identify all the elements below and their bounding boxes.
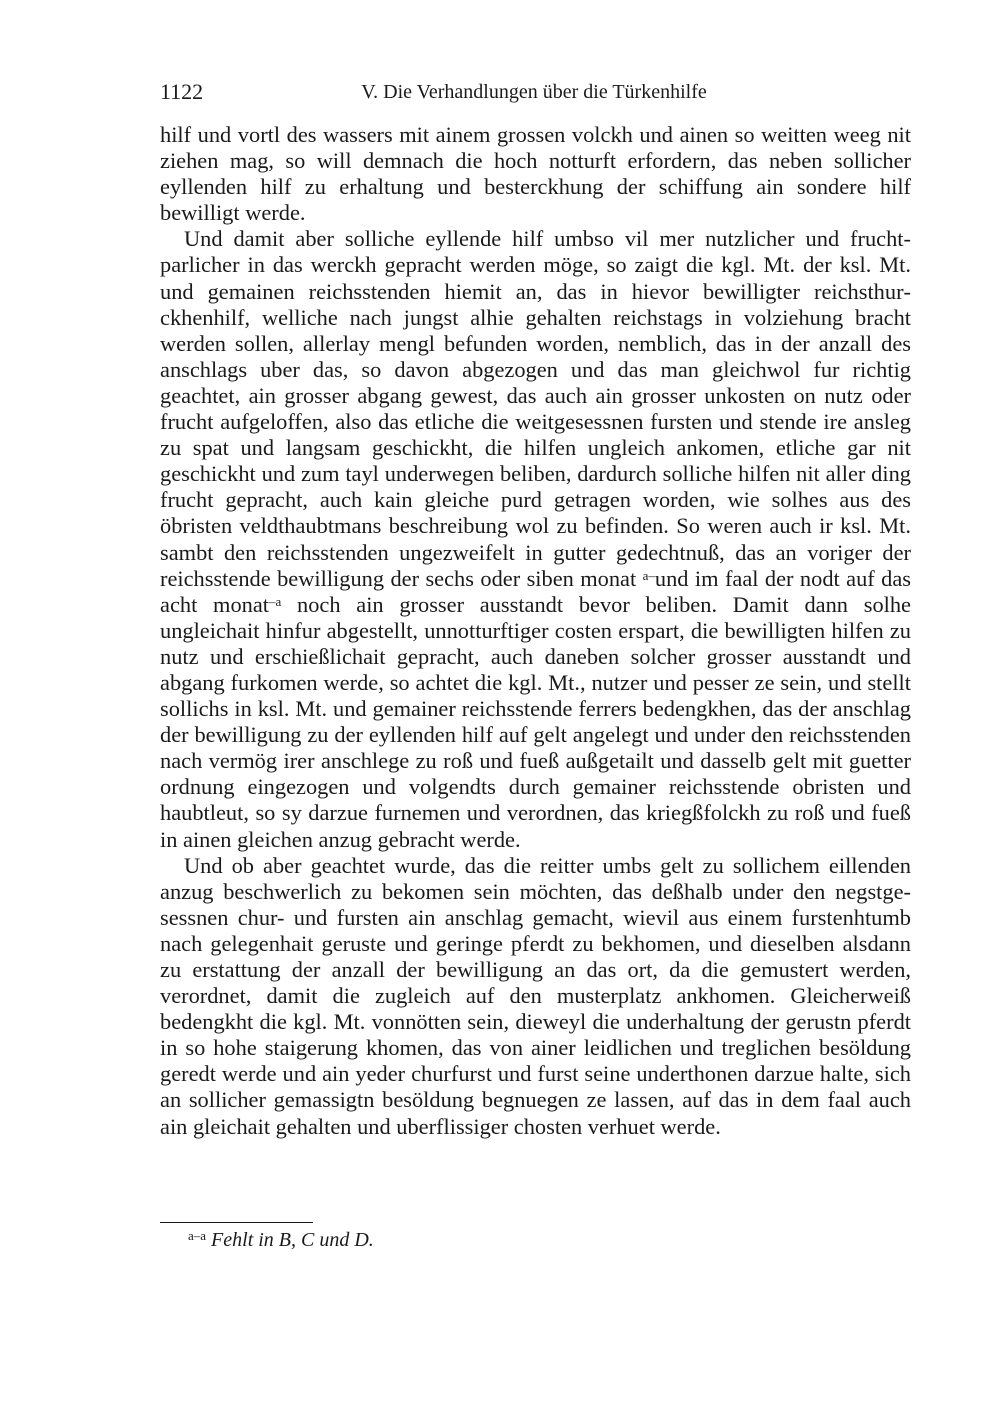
body-text: [160, 122, 911, 1140]
paragraph-2-text-end: noch ain grosser ausstandt bevor beliben. Damit dann solhe ungleichait hinfur abgestellt, unnotturftiger costen erspart, die bewilligten hilfen zu nutz und erschießlichait gepracht, auch daneben solcher grosser ausstandt und abgang furkomen werde, so achtet die kgl. Mt., nutzer und pesser ze sein, und stellt sollichs in ksl. Mt. und gemainer reichsstende ferrers bedengkhen, das der anschlag der bewilligung zu der eyllenden hilf auf gelt angelegt und under den reichsstenden nach vermög irer anschlege zu roß und fueß außgetailt und dasselb gelt mit guetter ordnung eingezogen und volgendts durch gemainer reichsstende obristen und haubtleut, so sy darzue furnemen und verordnen, das kriegßfolckh zu roß und fueß in ainen gleichen anzug gebracht werde.: [160, 591, 911, 852]
variant-mark-open: a–: [642, 567, 655, 583]
paragraph-2: [160, 226, 911, 852]
footnote: [188, 1227, 374, 1253]
page-number: 1122: [160, 79, 204, 104]
footnote-rule: [160, 1222, 313, 1223]
footnote-mark: a–a: [188, 1228, 207, 1243]
footnote-text: Fehlt in B, C und D.: [211, 1229, 374, 1251]
variant-mark-close: –a: [269, 593, 282, 609]
paragraph-3: Und ob aber geachtet wurde, das die reitter umbs gelt zu sollichem eillenden anzug beschwerlich zu bekomen sein möchten, das deßhalb under den negstgesessnen chur- und fursten ain anschlag gemacht, wievil aus einem furstenhtumb nach gelegenhait geruste und geringe pferdt zu bekhomen, und dieselben alsdann zu erstattung der anzall der bewilligung an das ort, da die gemustert werden, verordnet, damit die zugleich auf den musterplatz ankhomen. Gleicherweiß bedengkht die kgl. Mt. vonnötten sein, dieweyl die underhaltung der gerustn pferdt in so hohe staigerung khomen, das von ainer leidlichen und treglichen besöldung geredt werde und ain yeder churfurst und furst seine underthonen darzue halte, sich an sollicher gemassigtn besöldung begnuegen ze lassen, auf das in dem faal auch ain gleichait gehalten und uberflissiger chosten verhuet werde.: [160, 852, 911, 1139]
paragraph-2-variant-text: und im faal der nodt auf das acht monat: [160, 565, 911, 617]
paragraph-1: hilf und vortl des wassers mit ainem grossen volckh und ainen so weitten weeg nit ziehen mag, so will demnach die hoch notturft erfordern, das neben sollicher eyllenden hilf zu erhaltung und besterckhung der schiffung ain sondere hilf bewilligt werde.: [160, 122, 911, 226]
running-title: V. Die Verhandlungen über die Türkenhilfe: [361, 81, 707, 103]
paragraph-2-text-start: Und damit aber solliche eyllende hilf umbso vil mer nutzlicher und fruchtparlicher in das werckh gepracht werden möge, so zaigt die kgl. Mt. der ksl. Mt. und gemainen reichsstenden hiemit an, das in hievor bewilligter reichsthurckhenhilf, welliche nach jungst alhie gehalten reichstags in volziehung bracht werden sollen, allerlay mengl befunden worden, nemblich, das in der anzall des anschlags uber das, so davon abgezogen und das man gleichwol fur richtig geachtet, ain grosser abgang gewest, das auch ain grosser unkosten on nutz oder frucht aufgeloffen, also das etliche die weitgesessnen fursten und stende ire ansleg zu spat und langsam geschickht, die hilfen ungleich ankomen, etliche gar nit geschickht und zum tayl underwegen beliben, dardurch solliche hilfen nit aller ding frucht gepracht, auch kain gleiche purd getragen worden, wie solhes aus des öbristen veldthaubtmans beschreibung wol zu befinden. So weren auch ir ksl. Mt. sambt den reichsstenden ungezweifelt in gutter gedechtnuß, das an voriger der reichsstende bewilligung der sechs oder siben monat: [160, 226, 911, 591]
